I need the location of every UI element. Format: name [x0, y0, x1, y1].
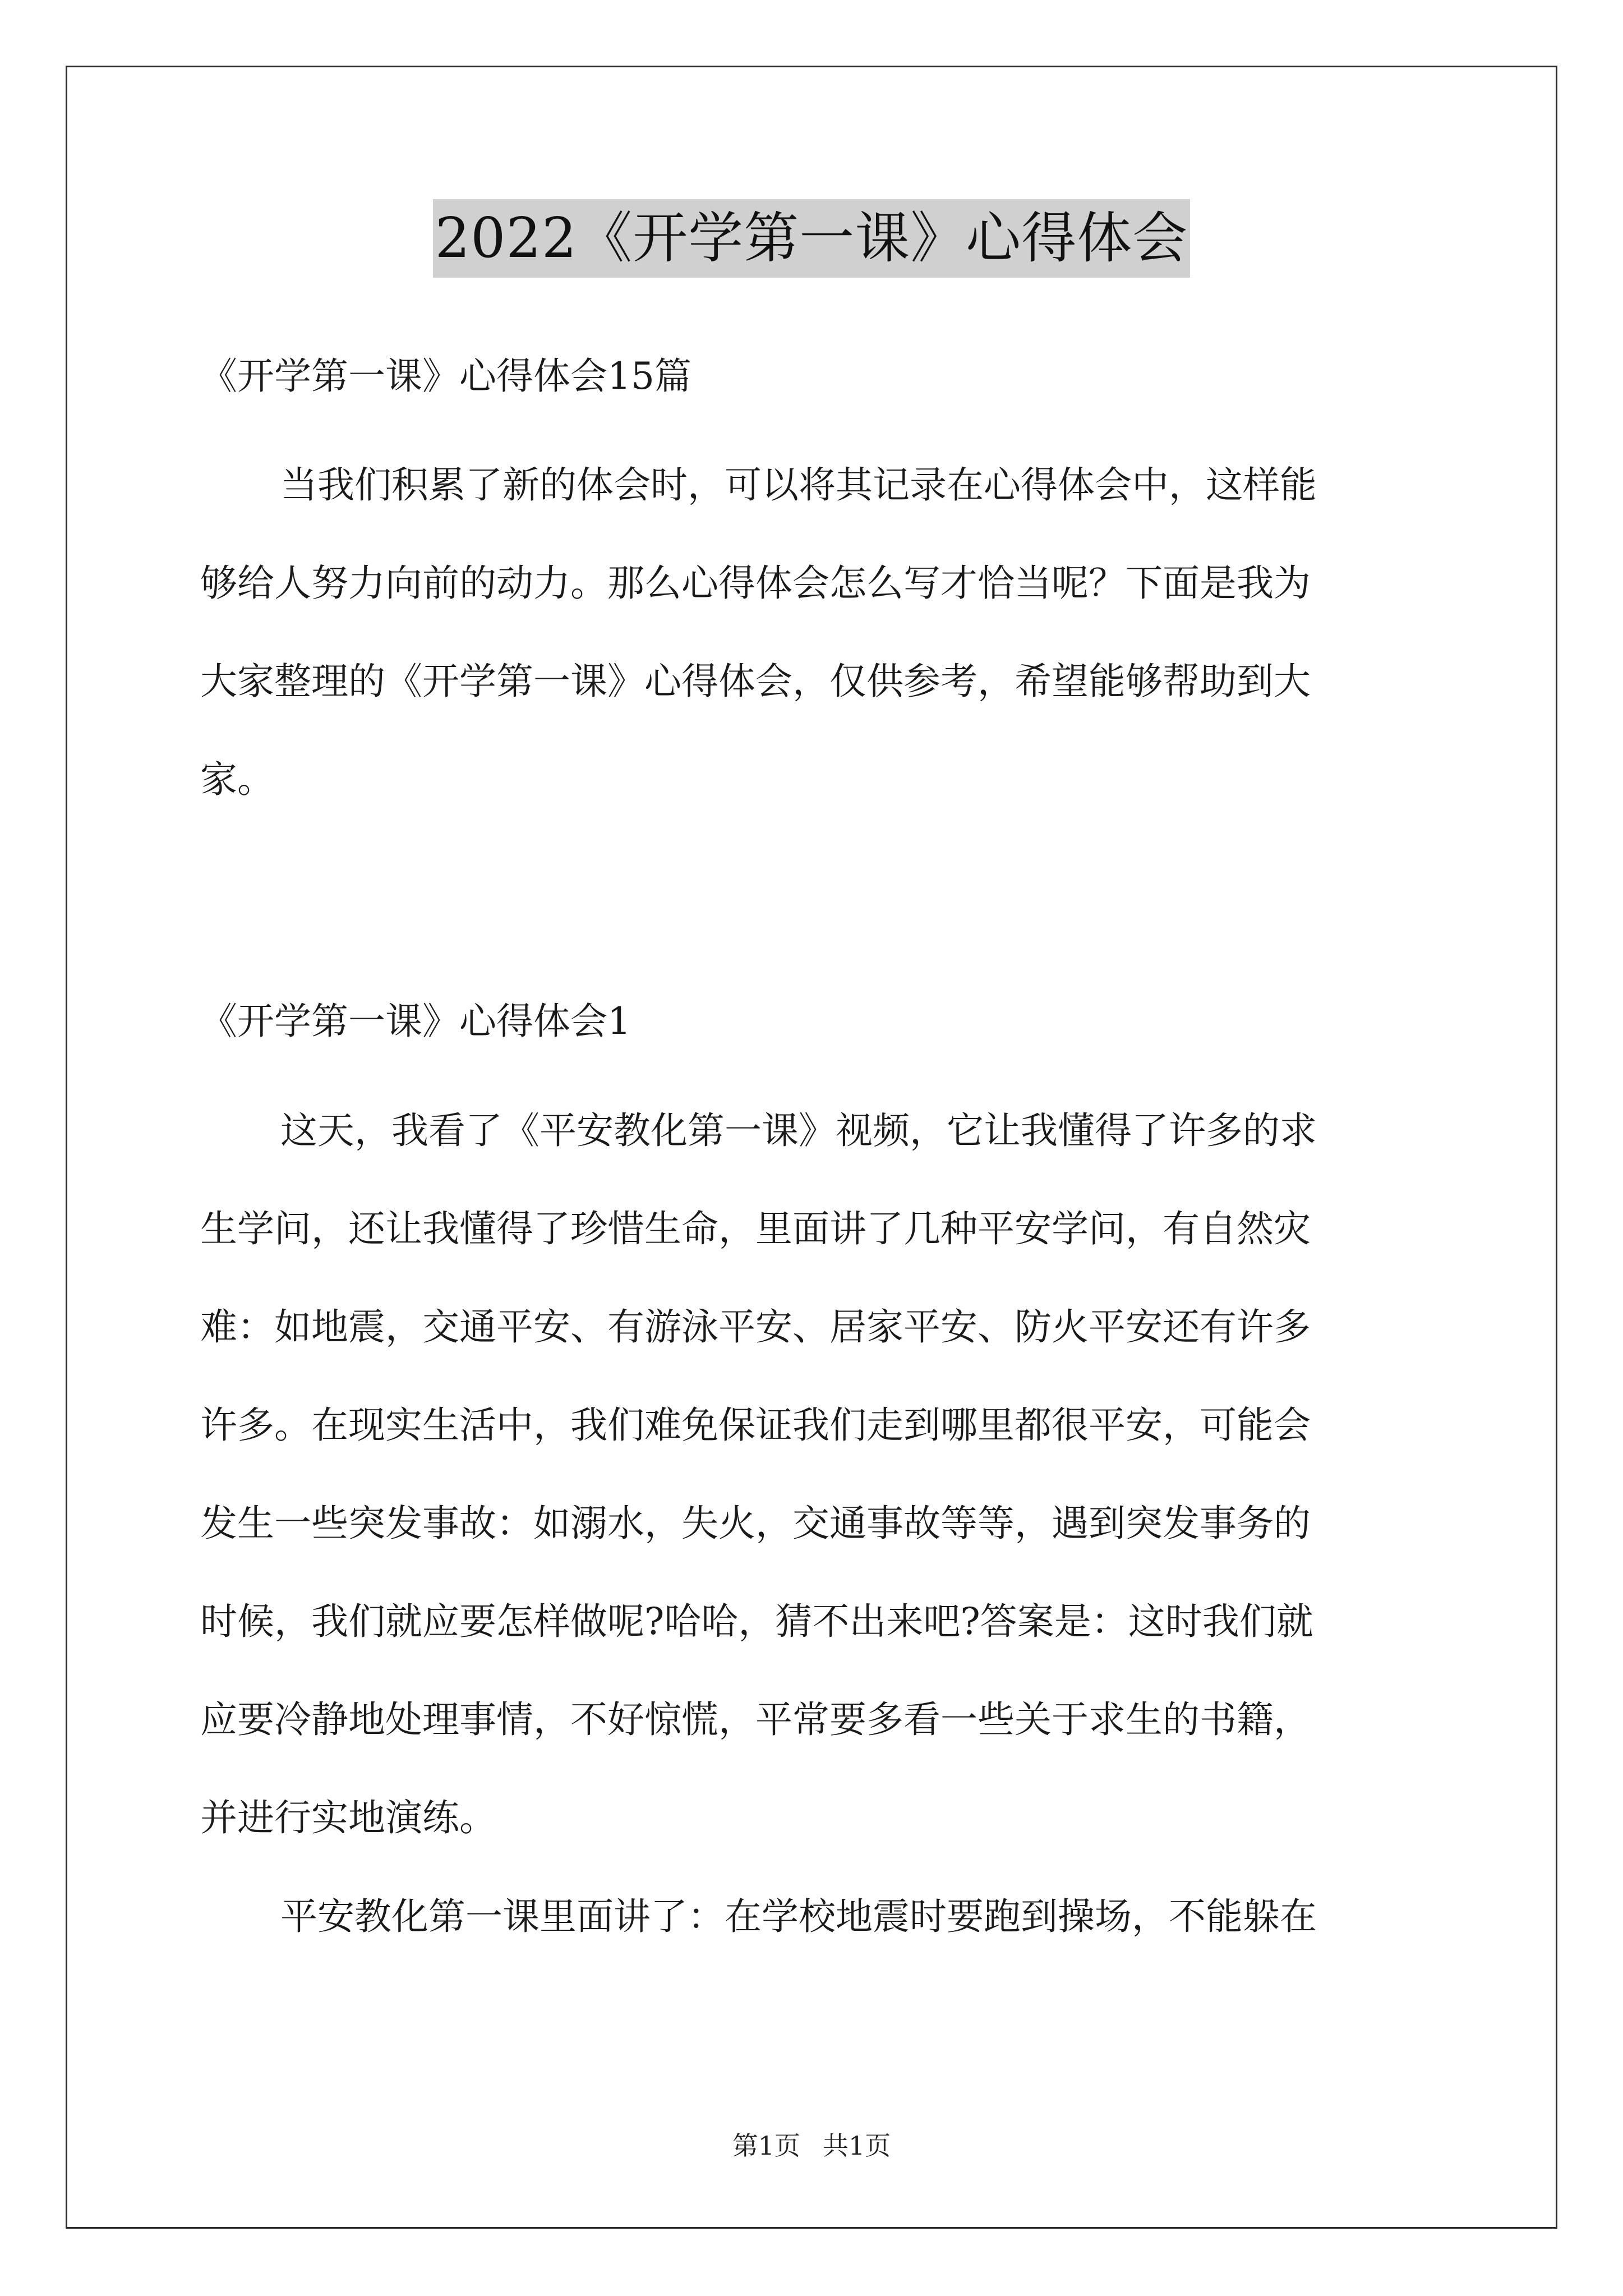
body-line: 并进行实地演练。	[200, 1796, 496, 1839]
section-heading: 《开学第一课》心得体会1	[200, 1000, 631, 1043]
body-line: 难：如地震，交通平安、有游泳平安、居家平安、防火平安还有许多	[200, 1305, 1311, 1349]
page-number: 第1页	[732, 2131, 800, 2161]
document-subtitle: 《开学第一课》心得体会15篇	[200, 355, 691, 398]
body-line: 生学问，还让我懂得了珍惜生命，里面讲了几种平安学问，有自然灾	[200, 1207, 1311, 1250]
body-line: 时候，我们就应要怎样做呢?哈哈，猜不出来吧?答案是：这时我们就	[200, 1600, 1313, 1643]
body-line: 许多。在现实生活中，我们难免保证我们走到哪里都很平安，可能会	[200, 1404, 1311, 1447]
title-container	[0, 199, 1623, 278]
intro-line: 够给人努力向前的动力。那么心得体会怎么写才恰当呢？下面是我为	[200, 562, 1311, 605]
body-line: 这天，我看了《平安教化第一课》视频，它让我懂得了许多的求	[280, 1109, 1317, 1152]
body-line: 平安教化第一课里面讲了：在学校地震时要跑到操场，不能躲在	[280, 1895, 1317, 1938]
page-total: 共1页	[823, 2131, 891, 2161]
intro-line: 当我们积累了新的体会时，可以将其记录在心得体会中，这样能	[280, 463, 1317, 507]
page-footer	[0, 2129, 1623, 2162]
intro-line: 大家整理的《开学第一课》心得体会，仅供参考，希望能够帮助到大	[200, 660, 1311, 703]
document-title: 2022《开学第一课》心得体会	[433, 199, 1190, 278]
body-line: 应要冷静地处理事情，不好惊慌，平常要多看一些关于求生的书籍，	[200, 1698, 1311, 1741]
intro-line: 家。	[200, 758, 274, 801]
body-line: 发生一些突发事故：如溺水，失火，交通事故等等，遇到突发事务的	[200, 1502, 1311, 1545]
